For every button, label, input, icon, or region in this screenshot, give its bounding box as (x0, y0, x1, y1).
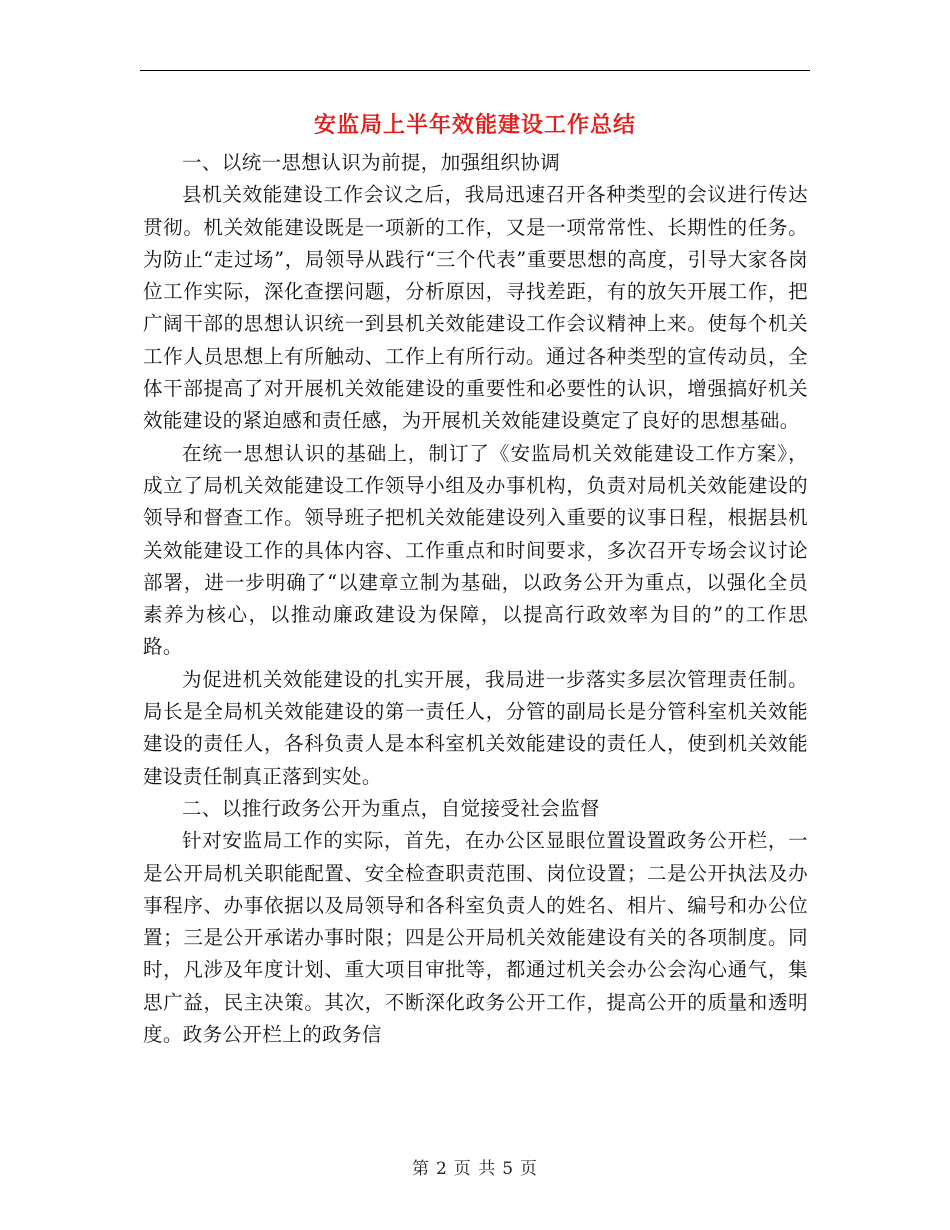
document-body (143, 147, 808, 1051)
document-title: 安监局上半年效能建设工作总结 (313, 112, 636, 138)
page-number-footer (0, 1154, 950, 1179)
body-paragraph: 针对安监局工作的实际，首先，在办公区显眼位置设置政务公开栏，一是公开局机关职能配置、安全检查职责范围、岗位设置；二是公开执法及办事程序、办事依据以及局领导和各科室负责人的姓名、相片、编号和办公位置；三是公开承诺办事时限；四是公开局机关效能建设有关的各项制度。同时，凡涉及年度计划、重大项目审批等，都通过机关会办公会沟心通气，集思广益，民主决策。其次，不断深化政务公开工作，提高公开的质量和透明度。政务公开栏上的政务信 (143, 829, 808, 1047)
section-heading-2: 二、以推行政务公开为重点，自觉接受社会监督 (182, 796, 600, 820)
body-paragraph: 在统一思想认识的基础上，制订了《安监局机关效能建设工作方案》，成立了局机关效能建设工作领导小组及办事机构，负责对局机关效能建设的领导和督查工作。领导班子把机关效能建设列入重要的议事日程，根据县机关效能建设工作的具体内容、工作重点和时间要求，多次召开专场会议讨论部署，进一步明确了“以建章立制为基础，以政务公开为重点，以强化全员素养为核心，以推动廉政建设为保障，以提高行政效率为目的”的工作思路。 (143, 441, 808, 659)
section-heading-1: 一、以统一思想认识为前提，加强组织协调 (182, 151, 561, 174)
footer-total-pages: 5 (502, 1159, 515, 1179)
footer-current-page: 2 (435, 1159, 448, 1179)
header-rule (140, 70, 810, 71)
footer-prefix: 第 (411, 1159, 430, 1179)
footer-middle: 页 共 (453, 1159, 497, 1179)
body-paragraph: 为促进机关效能建设的扎实开展，我局进一步落实多层次管理责任制。局长是全局机关效能建设的第一责任人，分管的副局长是分管科室机关效能建设的责任人，各科负责人是本科室机关效能建设的责任人，使到机关效能建设责任制真正落到实处。 (143, 667, 808, 788)
body-paragraph: 县机关效能建设工作会议之后，我局迅速召开各种类型的会议进行传达贯彻。机关效能建设既是一项新的工作，又是一项常常性、长期性的任务。为防止“走过场”，局领导从践行“三个代表”重要思想的高度，引导大家各岗位工作实际，深化查摆问题，分析原因，寻找差距，有的放矢开展工作，把广阔干部的思想认识统一到县机关效能建设工作会议精神上来。使每个机关工作人员思想上有所触动、工作上有所行动。通过各种类型的宣传动员，全体干部提高了对开展机关效能建设的重要性和必要性的认识，增强搞好机关效能建设的紧迫感和责任感，为开展机关效能建设奠定了良好的思想基础。 (143, 183, 808, 433)
footer-suffix: 页 (520, 1159, 539, 1179)
